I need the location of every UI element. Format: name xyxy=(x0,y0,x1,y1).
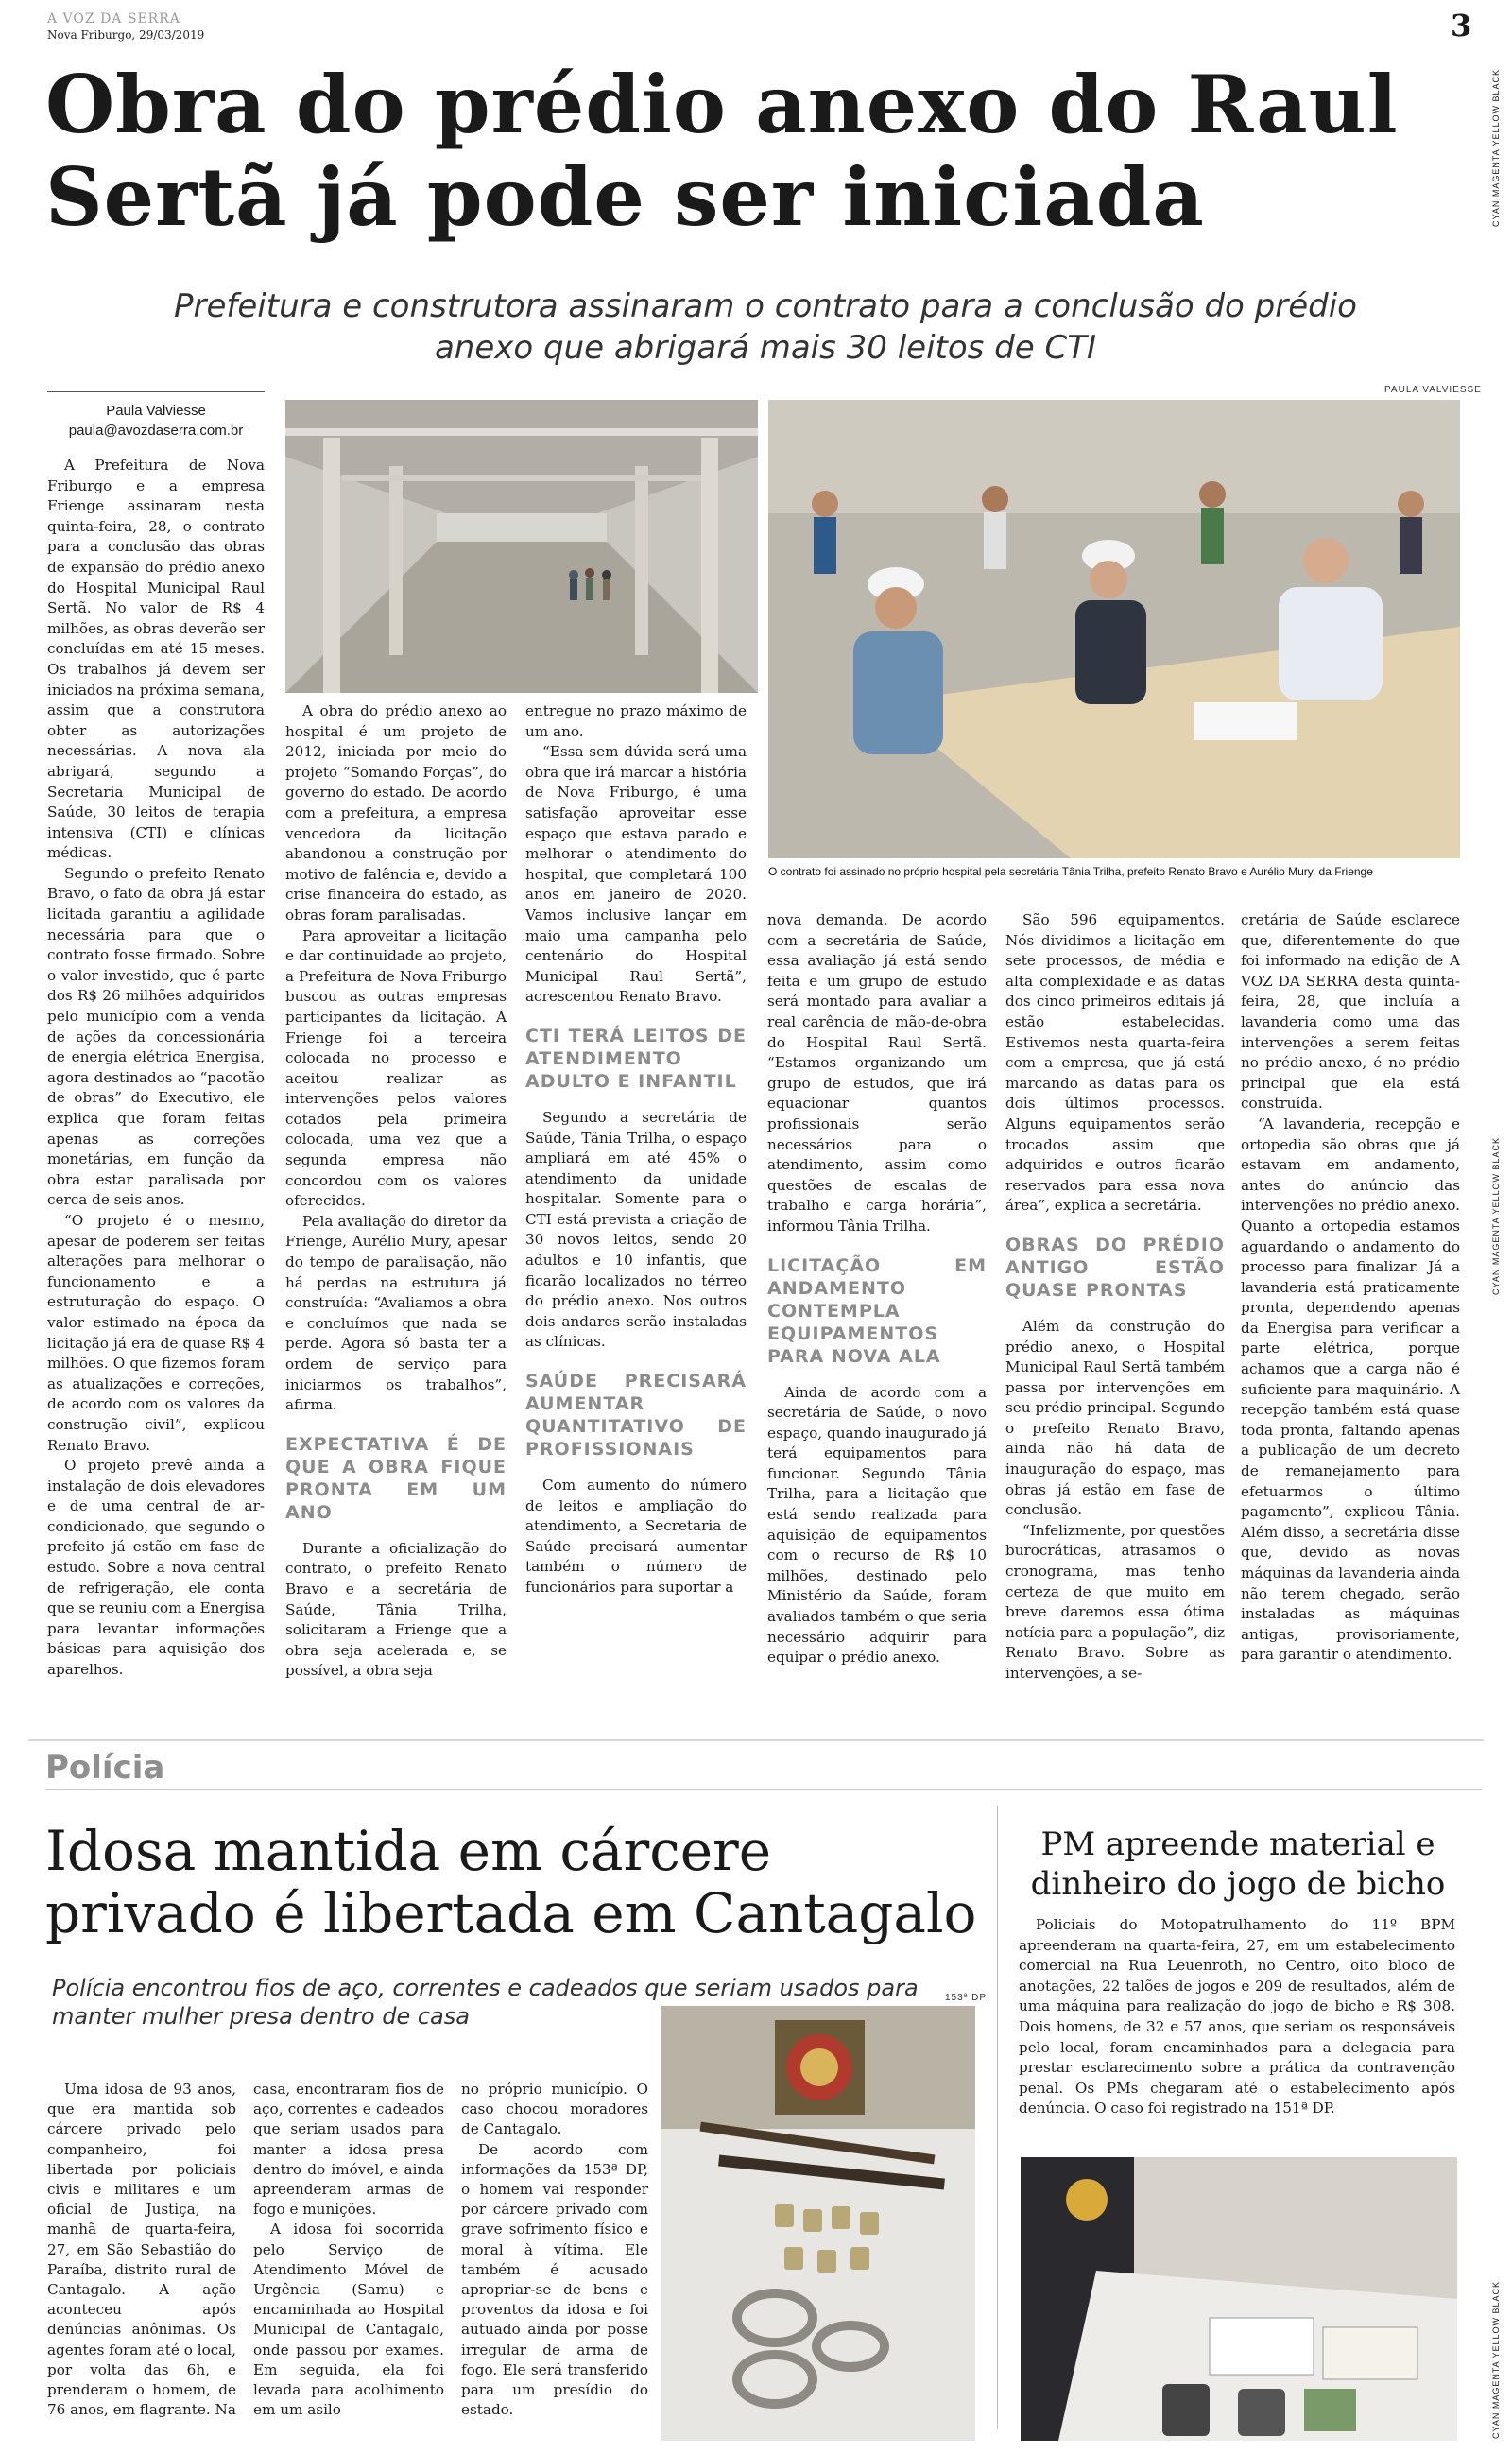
paragraph: A obra do prédio anexo ao hospital é um projeto de 2012, iniciada por meio do projeto “Somando Forças”, do governo do estado. De acordo com a prefeitura, a empresa vencedora da licitação abandonou a construção por motivo de falência e, devido a crise financeira do estado, as obras foram paralisadas. xyxy=(285,702,507,924)
article2-photo-credit: 153ª DP xyxy=(945,1993,988,2003)
jogo-do-bicho-photo xyxy=(1021,2157,1457,2441)
article1-headline: Obra do prédio anexo do Raul Sertã já pode ser iniciada xyxy=(45,58,1399,244)
paragraph: Além da construção do prédio anexo, o Hospital Municipal Raul Sertã também passa por intervenções em seu prédio principal. Segundo o prefeito Renato Bravo, ainda não há data de inauguração do espaço, mas obras já estão em fase de conclusão. xyxy=(1005,1317,1225,1519)
author-name: Paula Valviesse xyxy=(106,403,206,419)
paragraph: no próprio município. O caso chocou moradores de Cantagalo. xyxy=(461,2081,648,2138)
paragraph: Para aproveitar a licitação e dar continuidade ao projeto, a Prefeitura de Nova Friburgo buscou as outras empresas participantes da licitação. A Frienge foi a terceira colocada no processo e aceitou realizar as intervenções pelos valores cotados pela primeira colocada, uma vez que a segunda empresa não concordou com os valores oferecidos. xyxy=(285,926,507,1210)
page-number: 3 xyxy=(1451,8,1472,43)
paragraph: Policiais do Motopatrulhamento do 11º BPM apreenderam na quarta-feira, 27, em um estabelecimento comercial na Rua Leuenroth, no Centro, oito bloco de anotações, 22 talões de jogos e 209 de resultados, além de uma máquina para realização do jogo de bicho e R$ 308. Dois homens, de 32 e 57 anos, que seriam os responsáveis pelo local, foram encaminhados para a delegacia para prestar esclarecimento sobre a prática da contravenção penal. Os PMs chegaram até o estabelecimento após denúncia. O caso foi registrado na 151ª DP. xyxy=(1019,1916,1455,2117)
paragraph: “O projeto é o mesmo, apesar de poderem ser feitas alterações para melhorar o funcionamento e a estruturação do espaço. O valor estimado na época da licitação já era de quase R$ 4 milhões. O que fizemos foram as atualizações e correções, de acordo com os valores da construção civil”, explicou Renato Bravo. xyxy=(47,1211,265,1454)
section-rule xyxy=(45,1789,1482,1790)
byline xyxy=(47,401,265,441)
signing-photo-illustration xyxy=(768,400,1460,858)
paragraph: entregue no prazo máximo de um ano. xyxy=(525,702,747,740)
paragraph: Pela avaliação do diretor da Frienge, Aurélio Mury, apesar do tempo de paralisação, não há perdas na estrutura já construída: “Avaliamos a obra e concluímos que nada se perde. Agora só basta ter a ordem de serviço para iniciarmos os trabalhos”, afirma. xyxy=(285,1212,507,1414)
article2-column-3 xyxy=(461,2080,648,2420)
paragraph: cretária de Saúde esclarece que, diferentemente do que foi informado na edição de A VOZ DA SERRA desta quinta-feira, 28, que incluía a lavanderia como uma das intervenções a serem feitas no prédio anexo, é no prédio principal que ela está construída. xyxy=(1241,911,1460,1113)
paper-name: A VOZ DA SERRA xyxy=(47,11,180,26)
section-label: Polícia xyxy=(45,1749,165,1787)
subheading-cti: CTI TERÁ LEITOS DE ATENDIMENTO ADULTO E INFANTIL xyxy=(525,1025,747,1092)
subheading-expectativa: EXPECTATIVA É DE QUE A OBRA FIQUE PRONTA EM UM ANO xyxy=(285,1433,507,1523)
paragraph: casa, encontraram fios de aço, correntes e cadeados que seriam usados para manter a idosa presa dentro do imóvel, e ainda apreenderam armas de fogo e munições. xyxy=(253,2081,444,2219)
article1-column-5 xyxy=(1005,910,1225,1685)
paragraph: “Essa sem dúvida será uma obra que irá marcar a história de Nova Friburgo, é uma satisfação aproveitar esse espaço que estava parado e melhorar o atendimento do hospital, que completará 100 anos em janeiro de 2020. Vamos inclusive lançar em maio uma campanha pelo centenário do Hospital Municipal Raul Sertã”, acrescentou Renato Bravo. xyxy=(525,743,747,1006)
paragraph: Uma idosa de 93 anos, que era mantida sob cárcere privado pelo companheiro, foi libertada por policiais civis e militares e um oficial de Justiça, na manhã de quarta-feira, 27, em São Sebastião do Paraíba, distrito rural de Cantagalo. A ação aconteceu após denúncias anônimas. Os agentes foram até o local, por volta das 6h, e prenderam o homem, de 76 anos, em flagrante. Na xyxy=(47,2081,236,2419)
jogo-do-bicho-illustration xyxy=(1021,2157,1457,2441)
paragraph: Segundo a secretária de Saúde, Tânia Trilha, o espaço ampliará em até 45% o atendimento da unidade hospitalar. Somente para o CTI está prevista a criação de 30 novos leitos, sendo 20 adultos e 10 infantis, que ficarão localizados no térreo do prédio anexo. Nos outros dois andares serão instaladas as clínicas. xyxy=(525,1108,747,1351)
column-rule xyxy=(997,1806,998,2429)
article1-column-2 xyxy=(285,701,507,1682)
photo-credit: PAULA VALVIESSE xyxy=(1384,385,1482,395)
article1-column-1 xyxy=(47,456,265,1681)
construction-photo xyxy=(285,400,758,693)
seized-items-illustration xyxy=(662,2006,975,2441)
paragraph: São 596 equipamentos. Nós dividimos a licitação em sete processos, de média e alta complexidade e as datas dos cinco primeiros editais já estão estabelecidas. Estivemos nesta quarta-feira com a empresa, que já está marcando as datas para os dois últimos processos. Alguns equipamentos serão trocados assim que adquiridos e outros ficarão reservados para essa nova área”, explica a secretária. xyxy=(1005,911,1225,1215)
article3-headline: PM apreende material e dinheiro do jogo de bicho xyxy=(1030,1825,1446,1903)
article1-column-4 xyxy=(767,910,987,1668)
article2-subheadline: Polícia encontrou fios de aço, correntes e cadeados que seriam usados para manter mulher presa dentro de casa xyxy=(52,1975,919,2030)
paragraph: Ainda de acordo com a secretária de Saúde, o novo espaço, quando inaugurado já terá equipamentos para funcionar. Segundo Tânia Trilha, para a licitação que está sendo realizada para aquisição de equipamentos com o recurso de R$ 10 milhões, destinado pelo Ministério da Saúde, foram avaliados também o que seria necessário adquirir para equipar o prédio anexo. xyxy=(767,1383,987,1667)
subheading-obras-antigo: OBRAS DO PRÉDIO ANTIGO ESTÃO QUASE PRONTAS xyxy=(1005,1234,1225,1301)
paragraph: A Prefeitura de Nova Friburgo e a empresa Frienge assinaram nesta quinta-feira, 28, o contrato para a conclusão das obras de expansão do prédio anexo do Hospital Municipal Raul Sertã. No valor de R$ 4 milhões, as obras deverão ser concluídas em até 15 meses. Os trabalhos já devem ser iniciados na próxima semana, assim que a construtora obter as autorizações necessárias. A nova ala abrigará, segundo a Secretaria Municipal de Saúde, 30 leitos de terapia intensiva (CTI) e clínicas médicas. xyxy=(47,457,265,862)
signing-photo xyxy=(768,400,1460,858)
article1-column-6 xyxy=(1241,910,1460,1666)
author-email[interactable]: paula@avozdaserra.com.br xyxy=(68,423,244,439)
article1-subheadline: Prefeitura e construtora assinaram o contrato para a conclusão do prédio anexo que abrigará mais 30 leitos de CTI xyxy=(174,287,1357,367)
paragraph: Segundo o prefeito Renato Bravo, o fato da obra já estar licitada garantiu a agilidade necessária para que o contrato fosse firmado. Sobre o valor investido, que é parte dos R$ 26 milhões adquiridos pelo município com a venda de ações da concessionária de energia elétrica Energisa, agora destinados ao “pacotão de obras” do Executivo, ele explica que foram feitas apenas as correções monetárias, em função da obra estar paralisada por cerca de seis anos. xyxy=(47,864,265,1209)
section-divider xyxy=(28,1739,1484,1741)
paragraph: “A lavanderia, recepção e ortopedia são obras que já estavam em andamento, antes do anúncio das intervenções no prédio anexo. Quanto a ortopedia estamos aguardando o andamento do processo para finalizar. Já a lavanderia está praticamente pronta, dependendo apenas da Energisa para verificar a parte elétrica, porque achamos que a carga não é suficiente para maquinário. A recepção também está quase toda pronta, faltando apenas a publicação de um decreto de remanejamento para efetuarmos o último pagamento”, explicou Tânia. Além disso, a secretária disse que, devido as novas máquinas da lavanderia ainda não terem chegado, serão instaladas as máquinas antigas, provisoriamente, para garantir o atendimento. xyxy=(1241,1115,1460,1664)
construction-photo-illustration xyxy=(285,400,758,693)
subheading-licitacao: LICITAÇÃO EM ANDAMENTO CONTEMPLA EQUIPAMENTOS PARA NOVA ALA xyxy=(767,1254,987,1367)
photo-caption: O contrato foi assinado no próprio hospital pela secretária Tânia Trilha, prefeito Renato Bravo e Aurélio Mury, da Frienge xyxy=(768,865,1373,878)
article2-column-1 xyxy=(47,2080,236,2420)
registration-mark-middle: CYAN MAGENTA YELLOW BLACK xyxy=(1491,1136,1501,1295)
seized-items-photo xyxy=(662,2006,975,2441)
byline-rule xyxy=(47,391,265,392)
article1-column-3 xyxy=(525,701,747,1599)
article2-headline: Idosa mantida em cárcere privado é libertada em Cantagalo xyxy=(45,1819,977,1945)
paragraph: “Infelizmente, por questões burocráticas, atrasamos o cronograma, mas tenho certeza de que muito em breve daremos essa ótima notícia para a população”, diz Renato Bravo. Sobre as intervenções, a se- xyxy=(1005,1521,1225,1682)
paragraph: nova demanda. De acordo com a secretária de Saúde, essa avaliação já está sendo feita e um grupo de estudo será montado para avaliar a real carência de mão-de-obra do Hospital Raul Sertã. “Estamos organizando um grupo de estudos, que irá equacionar quantos profissionais serão necessários para o atendimento, assim como questões de escalas de trabalho e carga horária”, informou Tânia Trilha. xyxy=(767,911,987,1235)
article3-body xyxy=(1019,1915,1455,2119)
article2-column-2 xyxy=(253,2080,444,2420)
subheading-saude: SAÚDE PRECISARÁ AUMENTAR QUANTITATIVO DE PROFISSIONAIS xyxy=(525,1371,747,1460)
paragraph: A idosa foi socorrida pelo Serviço de Atendimento Móvel de Urgência (Samu) e encaminhada ao Hospital Municipal de Cantagalo, onde passou por exames. Em seguida, ela foi levada para acolhimento em um asilo xyxy=(253,2221,444,2419)
registration-mark-top: CYAN MAGENTA YELLOW BLACK xyxy=(1491,68,1501,227)
paragraph: O projeto prevê ainda a instalação de dois elevadores e de uma central de ar-condicionado, que segundo o prefeito já estão em fase de estudo. Sobre a nova central de refrigeração, ele conta que se reuniu com a Energisa para levantar informações básicas para aquisição dos aparelhos. xyxy=(47,1457,265,1679)
paragraph: Durante a oficialização do contrato, o prefeito Renato Bravo e a secretária de Saúde, Tânia Trilha, solicitaram a Frienge que a obra seja acelerada e, se possível, a obra seja xyxy=(285,1539,507,1680)
dateline: Nova Friburgo, 29/03/2019 xyxy=(47,28,205,42)
paragraph: De acordo com informações da 153ª DP, o homem vai responder por cárcere privado com grave sofrimento físico e moral à vítima. Ele também é acusado apropriar-se de bens e proventos da idosa e foi autuado ainda por posse irregular de arma de fogo. Ele será transferido para um presídio do estado. xyxy=(461,2140,648,2419)
registration-mark-bottom: CYAN MAGENTA YELLOW BLACK xyxy=(1491,2280,1501,2439)
paragraph: Com aumento do número de leitos e ampliação do atendimento, a Secretaria de Saúde precisará aumentar também o número de funcionários para suportar a xyxy=(525,1477,747,1596)
